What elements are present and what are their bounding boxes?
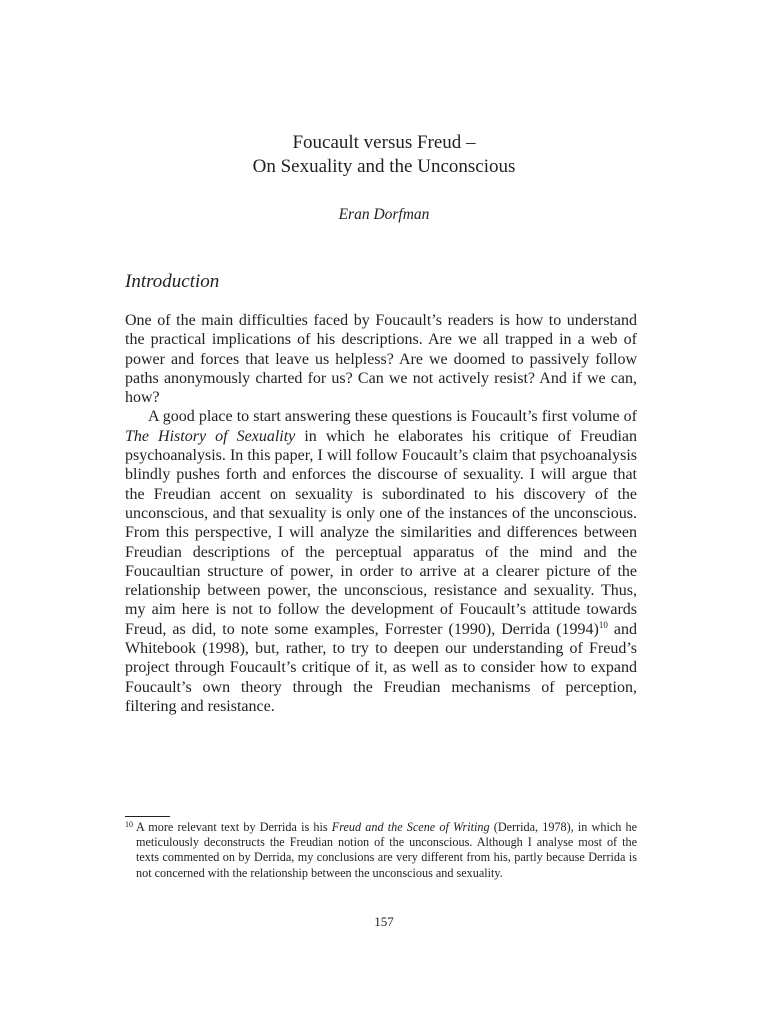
footnote-text-end: (Derrida, 1978), in which he meticulously deconstructs the Freudian notion of the unconscious. Although I analyse most of the texts commented on by Derrida, my conclusions are very different from his, partly because Derrida is not concerned with the relationship between the unconscious and sexuality. xyxy=(136,820,637,880)
footnote-book-title: Freud and the Scene of Writing xyxy=(331,820,490,834)
footnote-body xyxy=(125,820,637,881)
book-title: The History of Sexuality xyxy=(125,427,296,445)
paragraph-2-text-middle: in which he elaborates his critique of Freudian psychoanalysis. In this paper, I will follow Foucault’s claim that psychoanalysis blindly pushes forth and enforces the discourse of sexuality. I will argue that the Freudian accent on sexuality is subordinated to his discovery of the unconscious, and that sexuality is only one of the instances of the unconscious. From this perspective, I will analyze the similarities and differences between Freudian descriptions of the perceptual apparatus of the mind and the Foucaultian structure of power, in order to arrive at a clearer picture of the relationship between power, the unconscious, resistance and sexuality. Thus, my aim here is not to follow the development of Foucault’s attitude towards Freud, as did, to note some examples, Forrester (1990), Derrida (1994) xyxy=(125,427,637,638)
footnote-number: 10 xyxy=(125,820,133,829)
body-text xyxy=(125,311,637,716)
article-title-line-2: On Sexuality and the Unconscious xyxy=(252,156,516,177)
section-heading: Introduction xyxy=(125,271,220,292)
footnote-text-start: A more relevant text by Derrida is his xyxy=(136,820,332,834)
paragraph-2 xyxy=(125,407,637,716)
paragraph-2-text-end: and Whitebook (1998), but, rather, to try to deepen our understanding of Freud’s project through Foucault’s critique of it, as well as to consider how to expand Foucault’s own theory through the Freudian mechanisms of perception, filtering and resistance. xyxy=(125,620,638,715)
paragraph-2-text-start: A good place to start answering these questions is Foucault’s first volume of xyxy=(148,408,637,426)
article-author: Eran Dorfman xyxy=(338,206,430,223)
paragraph-1: One of the main difficulties faced by Foucault’s readers is how to understand the practical implications of his descriptions. Are we all trapped in a web of power and forces that leave us helpless? Are we doomed to passively follow paths anonymously charted for us? Can we not actively resist? And if we can, how? xyxy=(125,312,637,407)
footnote xyxy=(125,820,637,881)
page-number: 157 xyxy=(374,914,394,929)
article-title-line-1: Foucault versus Freud – xyxy=(292,132,476,153)
article-title xyxy=(0,131,768,179)
footnote-reference[interactable]: 10 xyxy=(598,619,608,630)
